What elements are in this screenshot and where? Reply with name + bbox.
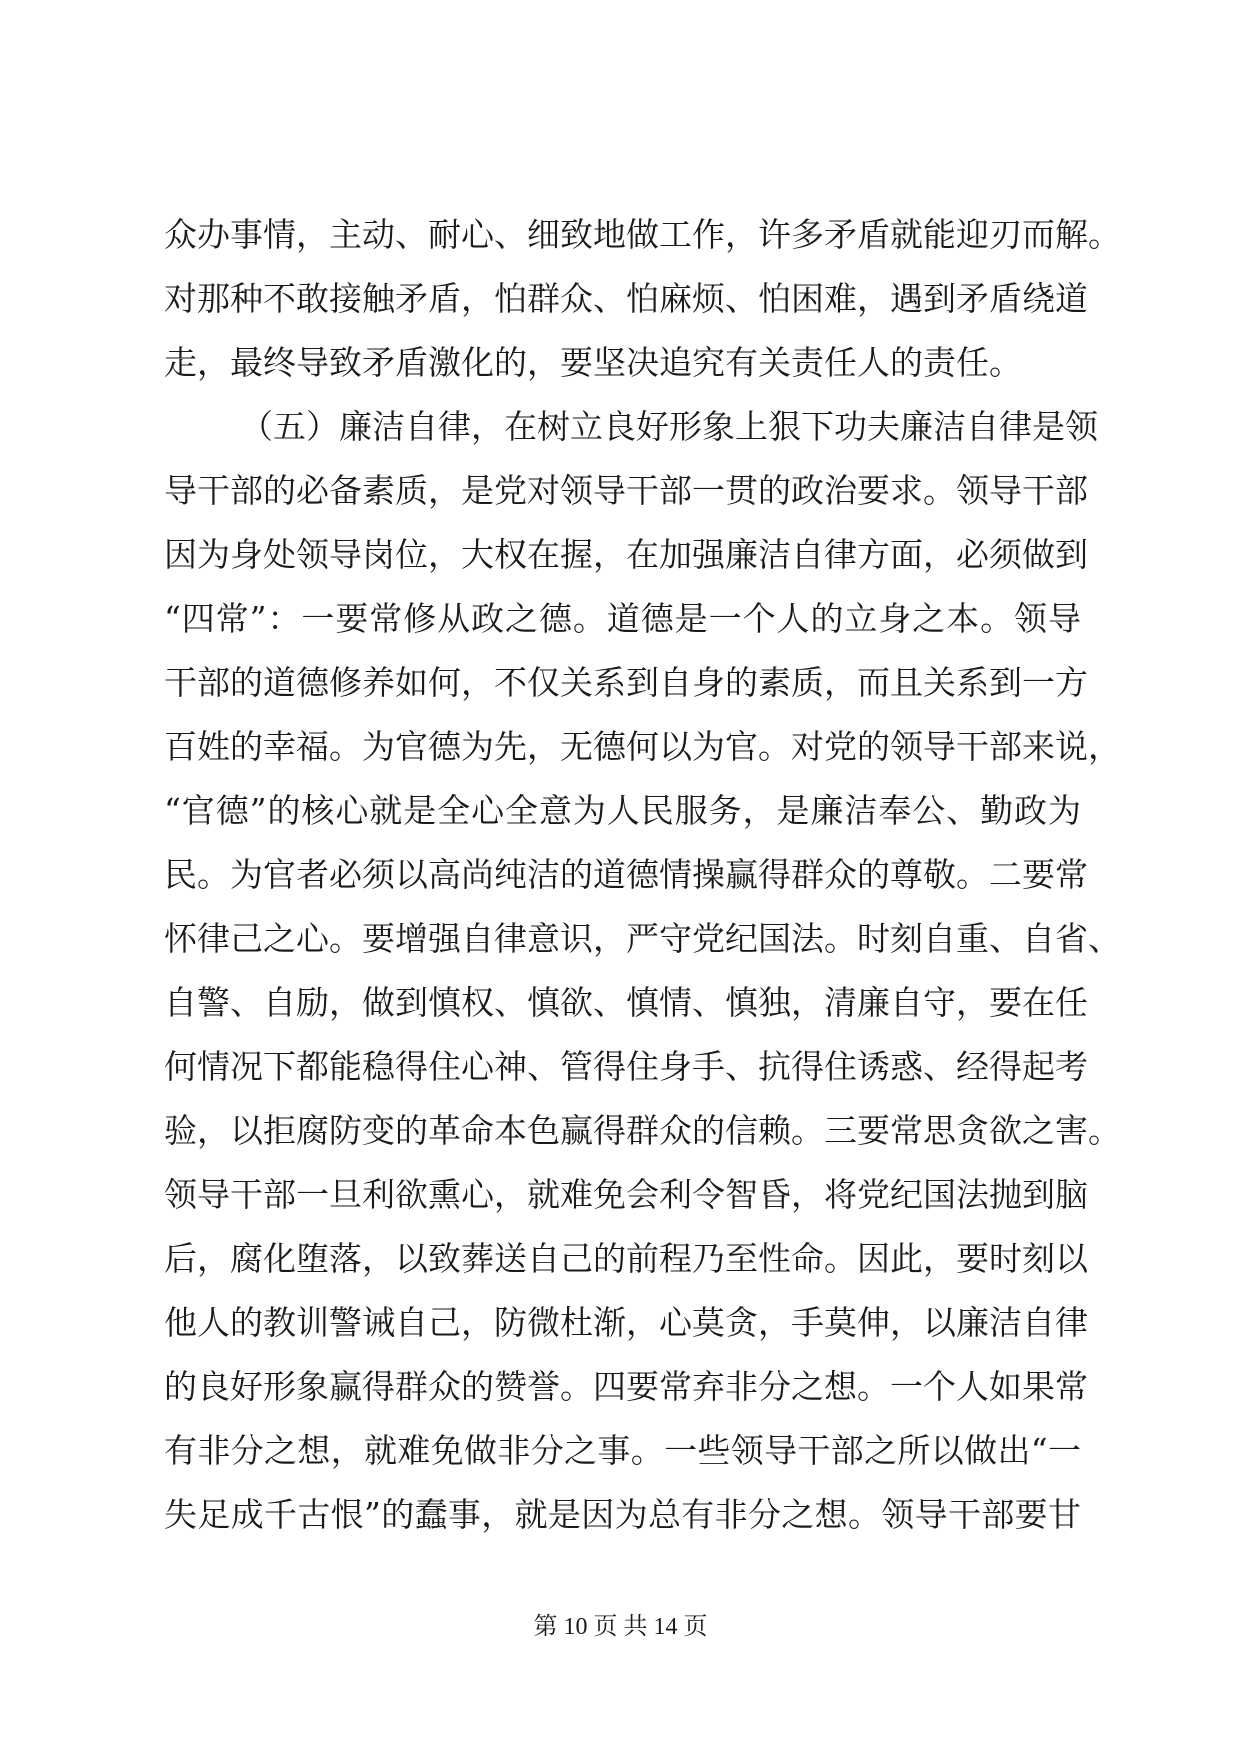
body-line-16: 领导干部一旦利欲熏心，就难免会利令智昏，将党纪国法抛到脑 (164, 1175, 1088, 1214)
body-line-2: 对那种不敢接触矛盾，怕群众、怕麻烦、怕困难，遇到矛盾绕道 (164, 279, 1088, 318)
page-number-footer: 第 10 页 共 14 页 (533, 1614, 708, 1640)
body-line-15: 验，以拒腐防变的革命本色赢得群众的信赖。三要常思贪欲之害。 (164, 1111, 1121, 1150)
body-line-11: 民。为官者必须以高尚纯洁的道德情操赢得群众的尊敬。二要常 (164, 855, 1088, 894)
body-line-9: 百姓的幸福。为官德为先，无德何以为官。对党的领导干部来说， (164, 727, 1121, 766)
body-line-19: 的良好形象赢得群众的赞誉。四要常弃非分之想。一个人如果常 (164, 1367, 1088, 1406)
section-heading-line: （五）廉洁自律，在树立良好形象上狠下功夫廉洁自律是领 (240, 407, 1098, 446)
body-line-17: 后，腐化堕落，以致葬送自己的前程乃至性命。因此，要时刻以 (164, 1239, 1088, 1278)
body-line-18: 他人的教训警诫自己，防微杜渐，心莫贪，手莫伸，以廉洁自律 (164, 1303, 1088, 1342)
body-line-20: 有非分之想，就难免做非分之事。一些领导干部之所以做出“一 (164, 1431, 1081, 1470)
body-line-8: 干部的道德修养如何，不仅关系到自身的素质，而且关系到一方 (164, 663, 1088, 702)
body-line-13: 自警、自励，做到慎权、慎欲、慎情、慎独，清廉自守，要在任 (164, 983, 1088, 1022)
body-line-1: 众办事情，主动、耐心、细致地做工作，许多矛盾就能迎刃而解。 (164, 215, 1121, 254)
body-line-14: 何情况下都能稳得住心神、管得住身手、抗得住诱惑、经得起考 (164, 1047, 1088, 1086)
body-line-7: “四常”：一要常修从政之德。道德是一个人的立身之本。领导 (164, 599, 1081, 638)
body-line-5: 导干部的必备素质，是党对领导干部一贯的政治要求。领导干部 (164, 471, 1088, 510)
body-line-12: 怀律己之心。要增强自律意识，严守党纪国法。时刻自重、自省、 (164, 919, 1121, 958)
body-line-6: 因为身处领导岗位，大权在握，在加强廉洁自律方面，必须做到 (164, 535, 1088, 574)
body-line-10: “官德”的核心就是全心全意为人民服务，是廉洁奉公、勤政为 (164, 791, 1081, 830)
body-line-3: 走，最终导致矛盾激化的，要坚决追究有关责任人的责任。 (164, 343, 1022, 382)
body-line-21: 失足成千古恨”的蠢事，就是因为总有非分之想。领导干部要甘 (164, 1495, 1081, 1534)
